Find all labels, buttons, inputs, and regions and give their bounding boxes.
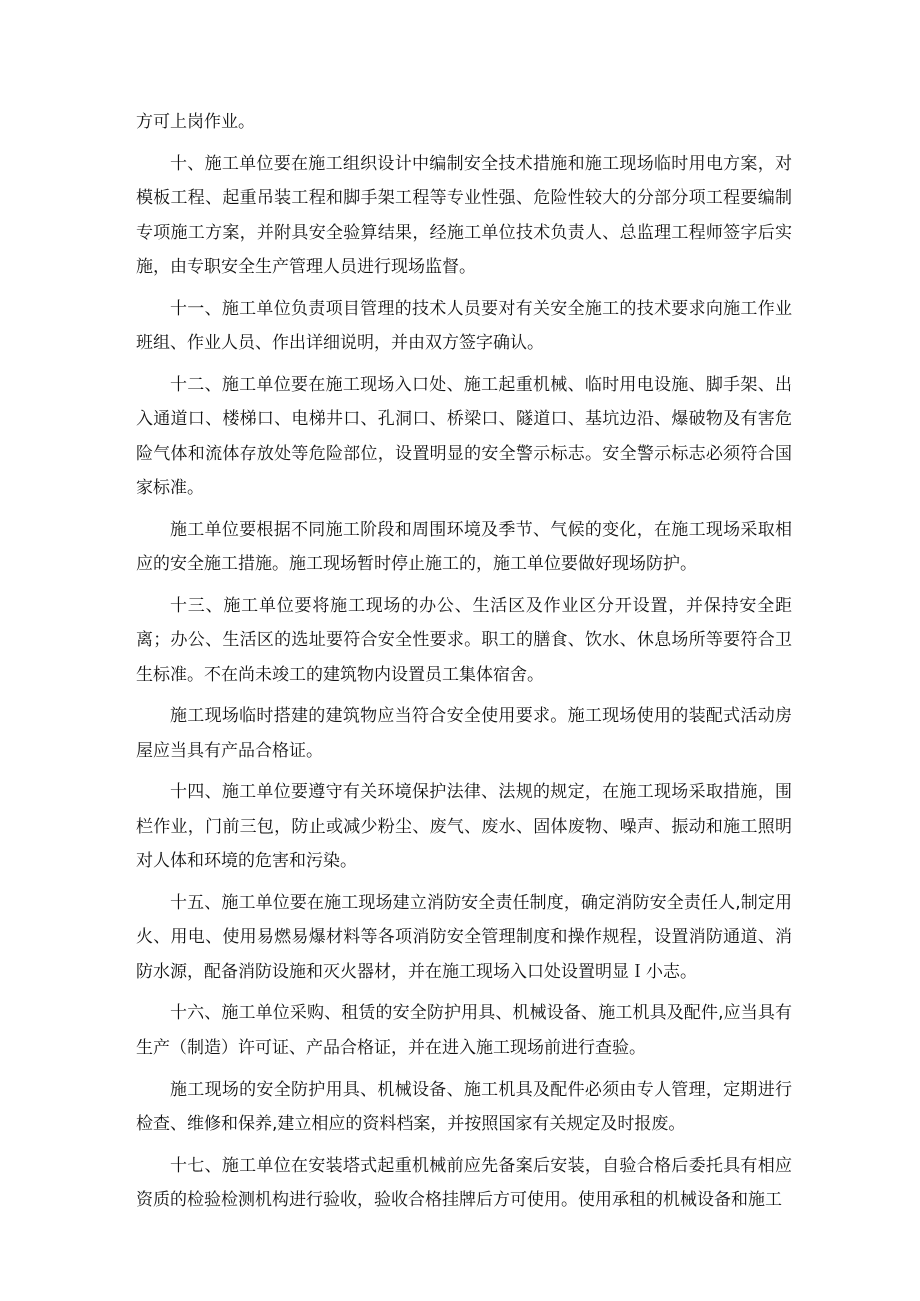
paragraph-clause-15: 十五、施工单位要在施工现场建立消防安全责任制度，确定消防安全责任人,制定用火、用电、使用易燃易爆材料等各项消防安全管理制度和操作规程，设置消防通道、消防水源，配备消防设施和灭火器材，并在施工现场入口处设置明显Ｉ小志。 xyxy=(136,892,792,982)
paragraph-clause-13: 十三、施工单位要将施工现场的办公、生活区及作业区分开设置，并保持安全距离；办公、生活区的选址要符合安全性要求。职工的膳食、饮水、休息场所等要符合卫生标准。不在尚未竣工的建筑物内设置员工集体宿舍。 xyxy=(136,595,792,685)
paragraph-clause-12-supplement: 施工单位要根据不同施工阶段和周围环境及季节、气候的变化，在施工现场采取相应的安全施工措施。施工现场暂时停止施工的，施工单位要做好现场防护。 xyxy=(136,519,792,575)
paragraph-clause-10: 十、施工单位要在施工组织设计中编制安全技术措施和施工现场临时用电方案，对模板工程、起重吊装工程和脚手架工程等专业性强、危险性较大的分部分项工程要编制专项施工方案，并附具安全验算结果，经施工单位技术负责人、总监理工程师签字后实施，由专职安全生产管理人员进行现场监督。 xyxy=(136,153,792,277)
paragraph-clause-17: 十七、施工单位在安装塔式起重机械前应先备案后安装，自验合格后委托具有相应资质的检验检测机构进行验收，验收合格挂牌后方可使用。使用承租的机械设备和施工 xyxy=(136,1155,792,1211)
paragraph-clause-16: 十六、施工单位采购、租赁的安全防护用具、机械设备、施工机具及配件,应当具有生产（制造）许可证、产品合格证，并在进入施工现场前进行查验。 xyxy=(136,1003,792,1058)
document-body xyxy=(136,105,792,1225)
paragraph-clause-11: 十一、施工单位负责项目管理的技术人员要对有关安全施工的技术要求向施工作业班组、作业人员、作出详细说明，并由双方签字确认。 xyxy=(136,298,792,354)
paragraph-continued: 方可上岗作业。 xyxy=(136,112,255,132)
paragraph-clause-14: 十四、施工单位要遵守有关环境保护法律、法规的规定，在施工现场采取措施，围栏作业，门前三包，防止或减少粉尘、废气、废水、固体废物、噪声、振动和施工照明对人体和环境的危害和污染。 xyxy=(136,782,792,872)
paragraph-clause-13-supplement: 施工现场临时搭建的建筑物应当符合安全使用要求。施工现场使用的装配式活动房屋应当具有产品合格证。 xyxy=(136,706,792,761)
paragraph-clause-16-supplement: 施工现场的安全防护用具、机械设备、施工机具及配件必须由专人管理，定期进行检查、维修和保养,建立相应的资料档案，并按照国家有关规定及时报废。 xyxy=(136,1079,792,1134)
paragraph-clause-12: 十二、施工单位要在施工现场入口处、施工起重机械、临时用电设施、脚手架、出入通道口、楼梯口、电梯井口、孔洞口、桥梁口、隧道口、基坑边沿、爆破物及有害危险气体和流体存放处等危险部位，设置明显的安全警示标志。安全警示标志必须符合国家标准。 xyxy=(136,374,792,498)
